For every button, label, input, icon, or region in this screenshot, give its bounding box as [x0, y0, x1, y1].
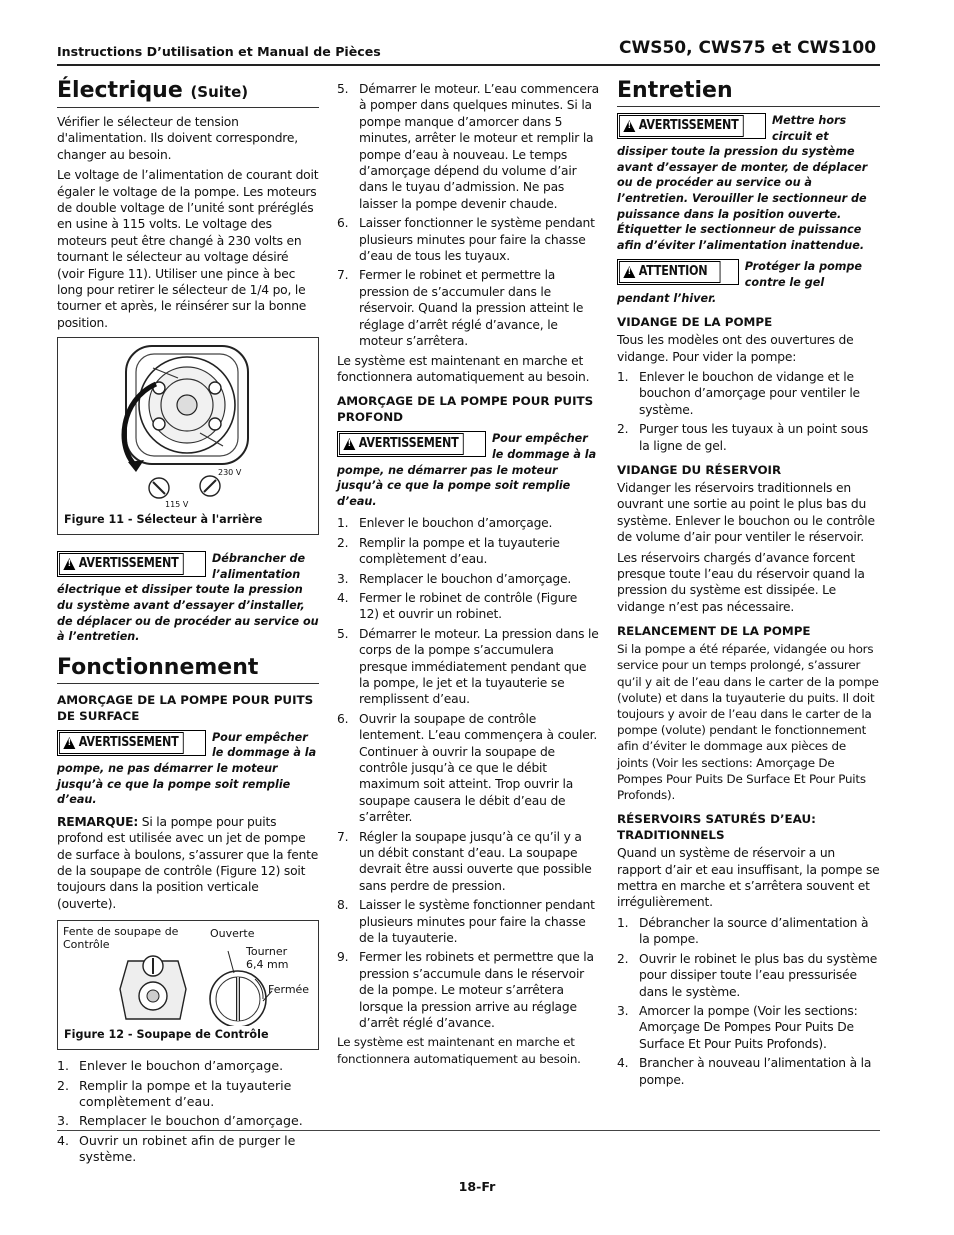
- section-title-fonctionnement: Fonctionnement: [57, 655, 319, 684]
- section-title-electrique: [57, 78, 319, 108]
- list-item-number: 3.: [617, 1003, 629, 1018]
- column-left: [57, 78, 319, 1169]
- list-item: [337, 711, 599, 826]
- list-item: [617, 951, 880, 1000]
- label-fermee: Fermée: [268, 983, 310, 997]
- list-item-number: 3.: [337, 571, 349, 586]
- figure-12: [57, 920, 319, 1050]
- paragraph-system-running: Le système est maintenant en marche et fonctionnera automatiquement au besoin.: [337, 353, 590, 384]
- list-item-text: Remplacer le bouchon d’amorçage.: [359, 571, 572, 586]
- list-item-text: Remplacer le bouchon d’amorçage.: [79, 1113, 303, 1129]
- list-item: [337, 829, 599, 895]
- subheading-tank-drain: VIDANGE DU RÉSERVOIR: [617, 462, 782, 477]
- list-item-text: Enlever le bouchon d’amorçage.: [79, 1058, 284, 1074]
- warning-triangle-icon: [623, 120, 635, 132]
- list-item-text: Fermer le robinet et permettre la pression de s’accumuler dans le réservoir. Quand la pression atteint le réglage d’arrêt réglé d’avance, le moteur s’arrêtera.: [359, 268, 584, 349]
- list-item-text: Démarrer le moteur. L’eau commencera à pomper dans quelques minutes. Si la pompe manque d’amorcer dans 5 minutes, arrêter le moteur et remplir la pompe d’eau à nouveau. Le temps d’amorçage dépend du volume d’air dans le tuyau d’admission. Ne pas laisser la pompe devenir chaude.: [359, 82, 599, 211]
- list-item-text: Débrancher la source d’alimentation à la pompe.: [639, 915, 869, 947]
- paragraph-drain-intro: Tous les modèles ont des ouvertures de vidange. Pour vider la pompe:: [617, 333, 854, 364]
- list-item: [337, 215, 599, 264]
- warning-text: Pour empêcher le dommage à la pompe, ne pas démarrer le moteur jusqu’à ce que la pompe soit remplie d’eau.: [57, 730, 317, 807]
- list-item-text: Régler la soupape jusqu’à ce qu’il y a un débit constant d’eau. La soupape devrait être aussi ouverte que possible sans perdre de pression.: [359, 829, 592, 893]
- list-item-number: 2.: [617, 951, 629, 966]
- list-item-number: 5.: [337, 626, 349, 641]
- avertissement-badge: ! AVERTISSEMENT: [337, 431, 486, 457]
- list-item-number: 1.: [337, 516, 349, 531]
- list-item-text: Ouvrir un robinet afin de purger le système.: [79, 1132, 296, 1165]
- warning-triangle-icon: [63, 737, 75, 749]
- label-115v: 115 V: [165, 500, 189, 510]
- list-item-text: Amorcer la pompe (Voir les sections: Amorçage De Pompes Pour Puits De Surface Et Pour Puits Profonds).: [639, 1003, 858, 1051]
- list-item-number: 2.: [337, 535, 349, 550]
- surface-priming-steps-continued: [337, 81, 599, 350]
- section-title-suite: (Suite): [190, 83, 249, 101]
- header-manual-title: Instructions D’utilisation et Manual de Pièces: [57, 44, 381, 59]
- subheading-waterlogged: RÉSERVOIRS SATURÉS D’EAU: TRADITIONNELS: [617, 812, 816, 843]
- list-item: [337, 515, 599, 531]
- list-item-number: 8.: [337, 898, 349, 913]
- voltage-selector-illustration: [58, 338, 318, 508]
- subheading-deep-priming: AMORÇAGE DE LA POMPE POUR PUITS PROFOND: [337, 394, 594, 425]
- list-item: [617, 421, 880, 454]
- list-item-text: Laisser fonctionner le système pendant plusieurs minutes pour faire la chasse d’eau de tous les tuyaux.: [359, 216, 595, 264]
- list-item-text: Enlever le bouchon d’amorçage.: [359, 516, 553, 531]
- list-item: [337, 81, 599, 212]
- figure-11: [57, 337, 319, 535]
- list-item: [617, 1003, 880, 1052]
- figure-12-caption: Figure 12 - Soupape de Contrôle: [64, 1027, 269, 1041]
- warning-text: Débrancher de l’alimentation électrique et dissiper toute la pression du système avant d’essayer d’installer, de déplacer ou de procéder au service ou à l’entretien.: [57, 552, 319, 644]
- list-item-text: Remplir la pompe et la tuyauterie complètement d’eau.: [359, 535, 560, 567]
- surface-priming-steps: [57, 1058, 319, 1165]
- list-item: [337, 571, 599, 587]
- list-item-number: 2.: [57, 1077, 70, 1093]
- warning-triangle-icon: [343, 438, 355, 450]
- list-item-number: 7.: [337, 829, 349, 844]
- list-item: [57, 1113, 319, 1129]
- list-item-number: 2.: [617, 422, 629, 437]
- label-tourner: Tourner 6,4 mm: [246, 945, 289, 972]
- list-item: [337, 897, 599, 946]
- list-item-text: Fermer le robinet de contrôle (Figure 12) et ouvrir un robinet.: [359, 590, 578, 622]
- list-item-text: Brancher à nouveau l’alimentation à la pompe.: [639, 1056, 872, 1087]
- subheading-surface-priming: AMORÇAGE DE LA POMPE POUR PUITS DE SURFACE: [57, 692, 314, 723]
- drain-steps: [617, 369, 880, 454]
- list-item-number: 4.: [337, 590, 349, 605]
- list-item-text: Enlever le bouchon de vidange et le bouchon d’amorçage pour ventiler le système.: [639, 369, 860, 417]
- paragraph-tank-drain: Vidanger les réservoirs traditionnels en ouvrant une sortie au point le plus bas du système. Enlever le bouchon ou le contrôle de volume d’air pour ventiler le réservoir.: [617, 480, 875, 545]
- list-item-text: Démarrer le moteur. La pression dans le corps de la pompe s’accumulera presque immédiatement pendant que la pompe, le jet et la tuyauterie se remplissent d’eau.: [359, 626, 599, 707]
- list-item-number: 6.: [337, 216, 349, 231]
- avertissement-badge: ! AVERTISSEMENT: [57, 551, 206, 577]
- list-item-number: 3.: [57, 1113, 70, 1129]
- remarque-text: Si la pompe pour puits profond est utilisée avec un jet de pompe de surface à boulons, s’assurer que la fente de la soupape de contrôle (Figure 12) soit toujours dans la position verticale (ouverte).: [57, 814, 319, 911]
- paragraph-system-running-2: Le système est maintenant en marche et fonctionnera automatiquement au besoin.: [337, 1035, 581, 1066]
- list-item-text: Remplir la pompe et la tuyauterie complètement d’eau.: [79, 1077, 292, 1110]
- caution-text: Protéger la pompe contre le gel pendant l’hiver.: [617, 260, 863, 305]
- avertissement-badge: ! AVERTISSEMENT: [617, 113, 766, 139]
- footer-rule: [57, 1130, 880, 1131]
- list-item-text: Fermer les robinets et permettre que la pression s’accumule dans le réservoir de la pompe. Le moteur s’arrêtera lorsque la pression arrive au réglage d’arrêt réglé d’avance.: [359, 950, 594, 1031]
- list-item-number: 7.: [337, 268, 349, 283]
- list-item-number: 9.: [337, 950, 349, 965]
- warning-priming-deep: [337, 431, 599, 509]
- avertissement-badge: ! AVERTISSEMENT: [57, 730, 206, 756]
- warning-priming-surface: [57, 730, 319, 808]
- paragraph-restart: Si la pompe a été réparée, vidangée ou hors service pour un temps prolongé, s’assurer qu’il y ait de l’eau dans le carter de la pompe (volute) et dans la tuyauterie du puits. Il doit toujours y avoir de l’eau dans le carter de la pompe (volute) pendant le fonctionnement afin d’éviter le dommage aux pièces de joints (Voir les sections: Amorçage De Pompes Pour Puits De Surface Et Pour Puits Profonds).: [617, 642, 879, 803]
- list-item-text: Purger tous les tuyaux à un point sous la ligne de gel.: [639, 422, 869, 453]
- warning-disconnect: [57, 551, 319, 645]
- page-number: 18-Fr: [458, 1179, 496, 1194]
- list-item-number: 1.: [57, 1058, 70, 1074]
- header-model-numbers: CWS50, CWS75 et CWS100: [619, 38, 877, 58]
- header-rule: [57, 64, 880, 66]
- column-right: [617, 78, 880, 1091]
- subheading-pump-drain: VIDANGE DE LA POMPE: [617, 315, 773, 330]
- deep-priming-steps: [337, 515, 599, 1031]
- list-item-text: Ouvrir le robinet le plus bas du système pour dissiper toute l’eau pressurisée dans le système.: [639, 951, 878, 999]
- list-item: [337, 535, 599, 568]
- list-item-number: 5.: [337, 82, 349, 96]
- list-item-text: Laisser le système fonctionner pendant plusieurs minutes pour faire la chasse de la tuyauterie.: [359, 898, 595, 946]
- label-ouverte: Ouverte: [210, 927, 255, 941]
- list-item-number: 6.: [337, 711, 349, 726]
- subheading-restart: RELANCEMENT DE LA POMPE: [617, 624, 811, 639]
- list-item-number: 4.: [57, 1132, 70, 1148]
- warning-maintenance: [617, 113, 880, 253]
- figure-11-caption: Figure 11 - Sélecteur à l'arrière: [64, 512, 263, 526]
- warning-triangle-icon: [63, 558, 75, 570]
- caution-freeze: [617, 259, 880, 306]
- paragraph-waterlogged: Quand un système de réservoir a un rapport d’air et eau insuffisant, la pompe se mettra en marche et s’arrêtera souvent et irrégulièrement.: [617, 846, 880, 910]
- attention-badge: ! ATTENTION: [617, 259, 739, 285]
- remarque-label: REMARQUE:: [57, 814, 139, 829]
- list-item: [57, 1133, 319, 1166]
- paragraph-voltage: Le voltage de l’alimentation de courant doit égaler le voltage de la pompe. Les moteurs de double voltage de l’unité sont préréglés en usine à 115 volts. Le voltage des moteurs peut être changé à 230 volts en tournant le sélecteur au voltage désiré (voir Figure 11). Utiliser une pince à bec long pour retirer le sélecteur de 1/4 po, le tourner et après, le réinsérer sur la bonne position.: [57, 168, 319, 330]
- list-item: [337, 590, 599, 623]
- list-item-text: Ouvrir la soupape de contrôle lentement. L’eau commençera à couler. Continuer à ouvrir la soupape de contrôle jusqu’à ce que le débit maximum soit atteint. Trop ouvrir la soupape causera le débit d’eau de s’arrêter.: [359, 711, 598, 825]
- section-title-entretien: Entretien: [617, 78, 880, 107]
- warning-text: Pour empêcher le dommage à la pompe, ne démarrer pas le moteur jusqu’à ce que la pompe soit remplie d’eau.: [337, 432, 597, 508]
- label-230v: 230 V: [218, 468, 242, 478]
- list-item-number: 1.: [617, 369, 629, 384]
- paragraph-selector: Vérifier le sélecteur de tension d'alimentation. Ils doivent correspondre, changer au besoin.: [57, 115, 298, 162]
- warning-text: Mettre hors circuit et dissiper toute la pression du système avant d’essayer de monter, de déplacer ou de procéder au service ou à l’entretien. Verouiller le sectionneur de puissance dans la position ouverte. Étiquetter le sectionneur de puissance afin d’éviter l’alimentation inattendue.: [617, 114, 868, 252]
- list-item: [337, 949, 599, 1031]
- list-item: [57, 1058, 319, 1074]
- list-item: [617, 915, 880, 948]
- paragraph-remarque: [57, 814, 319, 912]
- column-middle: [337, 81, 599, 1071]
- list-item: [337, 267, 599, 349]
- label-fente: Fente de soupape de Contrôle: [63, 925, 179, 952]
- list-item-number: 4.: [617, 1056, 629, 1071]
- list-item-number: 1.: [617, 915, 629, 930]
- section-title-main: Électrique: [57, 78, 183, 103]
- warning-triangle-icon: [623, 266, 635, 278]
- list-item: [617, 369, 880, 418]
- list-item: [57, 1078, 319, 1111]
- list-item: [337, 626, 599, 708]
- paragraph-precharged: Les réservoirs chargés d’avance forcent presque toute l’eau du réservoir quand la pression du système est dissipée. Le vidange n’est pas nécessaire.: [617, 550, 865, 614]
- list-item: [617, 1055, 880, 1088]
- waterlogged-steps: [617, 915, 880, 1088]
